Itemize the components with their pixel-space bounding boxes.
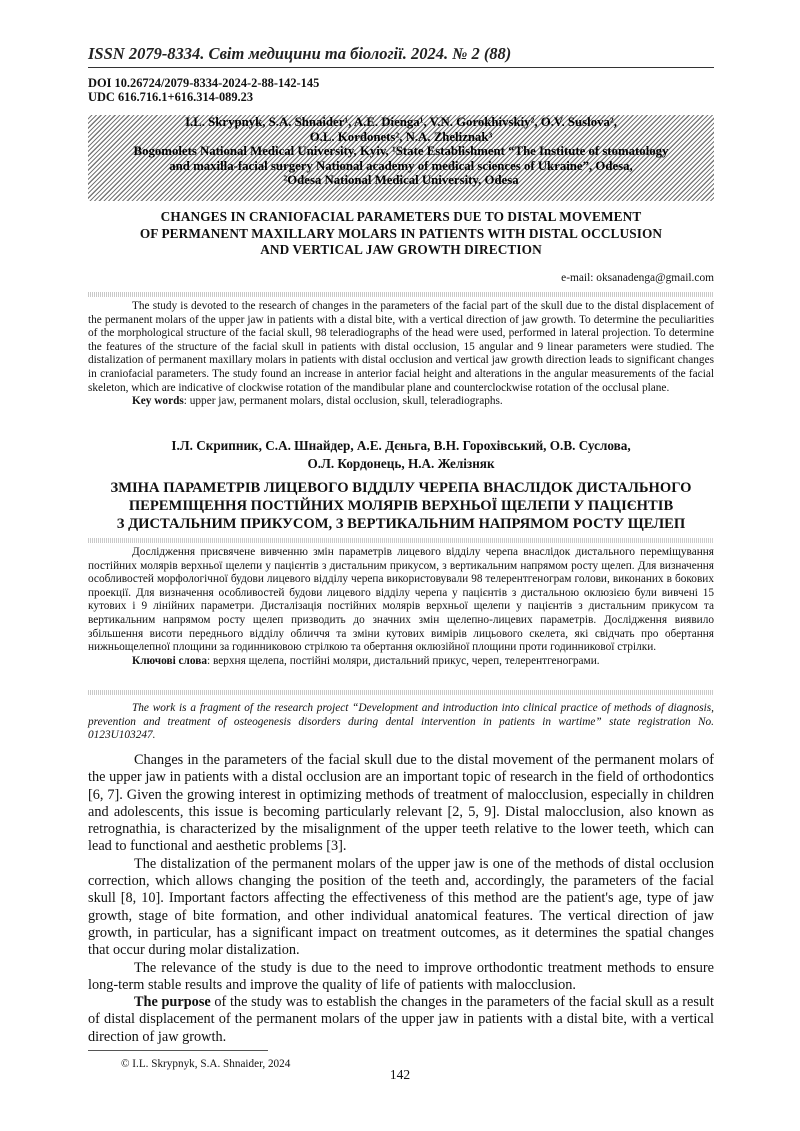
title-ua-line-2: ПЕРЕМІЩЕННЯ ПОСТІЙНИХ МОЛЯРІВ ВЕРХНЬОЇ ЩЕЛЕПИ У ПАЦІЄНТІВ — [128, 497, 674, 514]
title-en-line-3: AND VERTICAL JAW GROWTH DIRECTION — [260, 242, 542, 257]
keywords-ua — [88, 655, 714, 669]
purpose-label: The purpose — [134, 994, 211, 1011]
article-meta — [88, 76, 319, 104]
keywords-ua-label: Ключові слова — [132, 654, 208, 667]
affiliation-line-1: Bogomolets National Medical University, Kyiv, ¹State Establishment “The Institute of stomatology — [133, 144, 669, 159]
divider-en — [88, 292, 714, 297]
copyright: © I.L. Skrypnyk, S.A. Shnaider, 2024 — [121, 1058, 291, 1070]
divider-note — [88, 690, 714, 695]
header-rule — [88, 67, 714, 68]
title-ua-line-1: ЗМІНА ПАРАМЕТРІВ ЛИЦЕВОГО ВІДДІЛУ ЧЕРЕПА ВНАСЛІДОК ДИСТАЛЬНОГО — [110, 480, 692, 496]
page-number: 142 — [389, 1067, 411, 1082]
udc: UDC 616.716.1+616.314-089.23 — [88, 90, 254, 104]
abstract-ua-text: Дослідження присвячене вивченню змін параметрів лицевого відділу черепа внаслідок дистального переміщування постійних молярів верхньої щелепи у пацієнтів з дистальним прикусом, з вертикальним напрямом росту щелеп. Для визначення особливостей морфологічної будови лицевого відділу черепа використовували 98 телерентгенограм голови, виконаних в бокових проекції. Для визначення особливостей будови лицевого відділу черепа у пацієнтів з дистальною оклюзією були вивчені 15 кутових і 9 лінійних параметри. Дисталізація постійних молярів верхньої щелепи у пацієнтів з дистальним прикусом та вертикальним напрямом росту щелеп призводить до значних змін щелепно-лицевих параметрів. Дослідження виявило збільшення висоти переднього відділу обличчя та зміни кутових вимірів лицьового скелета, які свідчать про обертання нижньощелепної площини за годинниковою стрілкою та обертання оклюзійної площини проти годинникової стрілки. — [88, 546, 714, 654]
title-ua-line-3: З ДИСТАЛЬНИМ ПРИКУСОМ, З ВЕРТИКАЛЬНИМ НАПРЯМОМ РОСТУ ЩЕЛЕП — [116, 515, 686, 532]
body-paragraph-purpose — [88, 994, 714, 1046]
title-en-line-2: OF PERMANENT MAXILLARY MOLARS IN PATIENTS WITH DISTAL OCCLUSION — [139, 225, 663, 241]
authors-block-en — [88, 115, 714, 188]
body-paragraph: The distalization of the permanent molars of the upper jaw is one of the methods of distal occlusion correction, which allows changing the position of the teeth and, accordingly, the parameters of the facial skull [8, 10]. Important factors affecting the effectiveness of this method are the patient's age, type of jaw growth, stage of bite formation, and other individual anatomical features. The vertical direction of jaw growth, in particular, has a significant impact on treatment outcomes, as it determines the spatial changes that occur during molar distalization. — [88, 855, 714, 959]
divider-ua — [88, 538, 714, 543]
doi[interactable]: DOI 10.26724/2079-8334-2024-2-88-142-145 — [88, 76, 320, 90]
abstract-en — [88, 300, 714, 409]
authors-block-ua — [88, 437, 714, 473]
body-paragraph: Changes in the parameters of the facial skull due to the distal movement of the permanent molars of the upper jaw in patients with a distal occlusion are an important topic of research in the field of orthodontics [6, 7]. Given the growing interest in optimizing methods of treatment of malocclusion, especially in children and adolescents, this issue is becoming particularly relevant [2, 5, 9]. Distal malocclusion, also known as retrognathia, is characterized by the misalignment of the upper teeth relative to the lower teeth, which can lead to functional and aesthetic problems [3]. — [88, 752, 714, 855]
authors-line-2: O.L. Kordonets², N.A. Zheliznak³ — [309, 129, 493, 144]
affiliation-line-3: ²Odesa National Medical University, Odesa — [283, 173, 519, 188]
keywords-en-label: Key words — [132, 395, 184, 408]
project-note: The work is a fragment of the research project “Development and introduction into clinical practice of methods of diagnosis, prevention and treatment of osteogenesis disorders during dental intervention in patients in wartime” state registration No. 0123U103247. — [88, 702, 714, 742]
keywords-en-text: : upper jaw, permanent molars, distal occlusion, skull, teleradiographs. — [183, 395, 503, 408]
title-en-line-1: CHANGES IN CRANIOFACIAL PARAMETERS DUE TO DISTAL MOVEMENT — [160, 209, 642, 224]
authors-ua-line-2: О.Л. Кордонець, Н.А. Желізняк — [307, 456, 495, 471]
contact-email[interactable]: e-mail: oksanadenga@gmail.com — [561, 272, 714, 284]
journal-header: ISSN 2079-8334. Світ медицини та біології. 2024. № 2 (88) — [88, 44, 512, 63]
affiliation-line-2: and maxilla-facial surgery National academy of medical sciences of Ukraine”, Odesa, — [169, 158, 633, 173]
authors-line-1: I.L. Skrypnyk, S.A. Shnaider¹, A.E. Dienga¹, V.N. Gorokhivskiy², O.V. Suslova², — [185, 115, 617, 129]
keywords-en — [88, 395, 714, 409]
abstract-ua — [88, 546, 714, 668]
abstract-en-text: The study is devoted to the research of changes in the parameters of the facial part of the skull due to the distal displacement of the permanent molars of the upper jaw in patients with a distal bite, with a vertical direction of jaw growth. To determine the peculiarities of the morphological structure of the facial skull, 98 teleradiographs of the head were used, performed in lateral projection. To determine the features of the structure of the facial skull in patients with distal occlusion, 15 angular and 9 linear parameters were studied. The distalization of permanent maxillary molars in patients with distal occlusion and vertical jaw growth direction leads to significant changes in craniofacial parameters. The study found an increase in anterior facial height and alterations in the angular measurements of the facial skeleton, which are indicative of clockwise rotation of the mandibular plane and counterclockwise rotation of the occlusal plane. — [88, 300, 714, 394]
authors-ua-line-1: І.Л. Скрипник, С.А. Шнайдер, А.Е. Дєньга, В.Н. Горохівський, О.В. Суслова, — [171, 438, 631, 453]
article-title-en — [88, 209, 714, 259]
purpose-text: of the study was to establish the changes in the parameters of the facial skull as a result of distal displacement of the permanent molars of the upper jaw in patients with a distal bite, with a vertical direction of jaw growth. — [88, 994, 714, 1045]
footnote-rule — [88, 1050, 268, 1051]
keywords-ua-text: : верхня щелепа, постійні моляри, дистальний прикус, череп, телерентгенограми. — [207, 654, 600, 667]
body-paragraph: The relevance of the study is due to the need to improve orthodontic treatment methods to ensure long-term stable results and improve the quality of life of patients with malocclusion. — [88, 959, 714, 993]
article-body — [88, 752, 714, 1046]
article-title-ua — [88, 480, 714, 533]
